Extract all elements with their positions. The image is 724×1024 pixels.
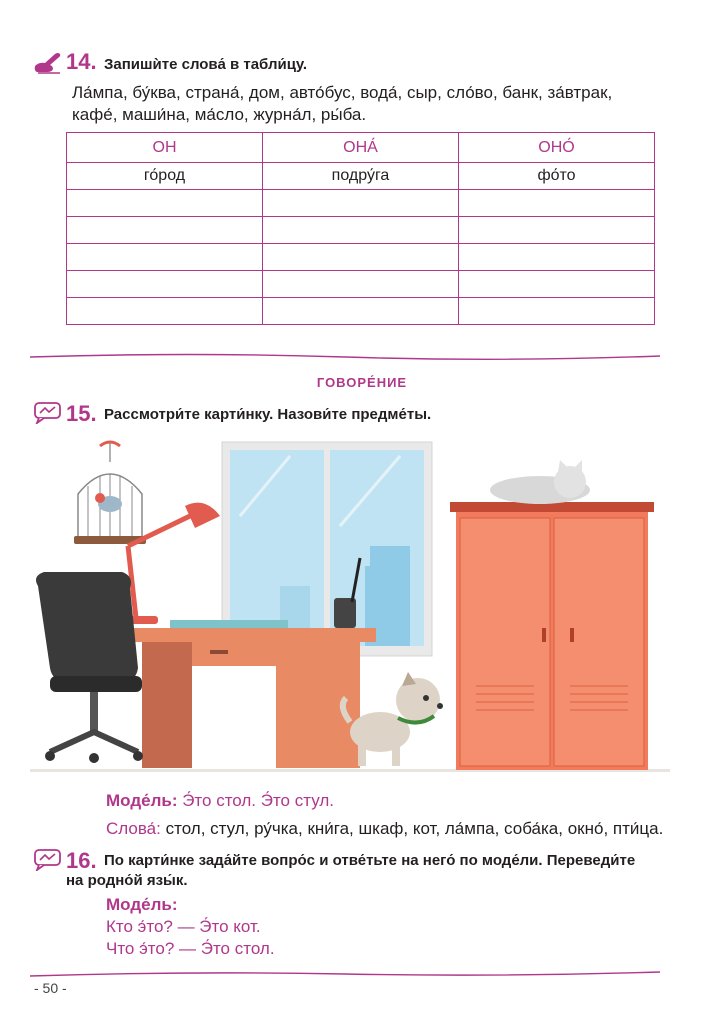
task-16-number: 16. xyxy=(66,848,97,873)
task-15-words xyxy=(106,818,663,840)
footer-divider xyxy=(30,968,660,982)
table-header-cell: ОНО́ xyxy=(459,133,655,163)
page-number: - 50 - xyxy=(34,980,67,996)
table-cell[interactable] xyxy=(459,271,655,298)
table-header-cell: ОНА́ xyxy=(263,133,459,163)
speech-bubble-icon xyxy=(34,402,62,424)
task-16-title-line1: По карти́нке зада́йте вопро́с и отве́тьте на него́ по моде́ли. Переведи́те xyxy=(104,852,636,869)
bird-cage xyxy=(74,442,146,544)
table-cell[interactable] xyxy=(67,298,263,325)
model-label: Моде́ль: xyxy=(106,791,178,810)
task-16-line2: Что э́то? — Э́то стол. xyxy=(106,939,275,958)
task-14-title: Запишѝте слова́ в табли́цу. xyxy=(104,56,308,73)
room-illustration xyxy=(30,436,670,778)
table-cell[interactable] xyxy=(459,190,655,217)
task-14-number: 14. xyxy=(66,49,97,74)
section-heading: ГОВОРЕ́НИЕ xyxy=(316,375,408,390)
task-14-words-line1: Ла́мпа, бу́ква, страна́, дом, авто́бус, вода́, сыр, сло́во, банк, за́втрак, xyxy=(72,83,613,102)
table-cell[interactable] xyxy=(459,244,655,271)
table-cell[interactable] xyxy=(263,244,459,271)
table-row xyxy=(67,244,655,271)
words-text: стол, стул, ру́чка, кни́га, шкаф, кот, ла́мпа, соба́ка, окно́, пти́ца. xyxy=(160,819,664,838)
table-header-cell: ОН xyxy=(67,133,263,163)
section-divider xyxy=(30,350,660,364)
table-header-row xyxy=(67,133,655,163)
office-chair xyxy=(36,572,143,763)
table-row xyxy=(67,217,655,244)
desk xyxy=(130,628,376,768)
table-cell[interactable]: го́род xyxy=(67,163,263,190)
task-15-model xyxy=(106,790,334,812)
table-cell[interactable]: фо́то xyxy=(459,163,655,190)
table-cell[interactable]: подру́га xyxy=(263,163,459,190)
gender-table xyxy=(66,132,655,325)
desk-lamp xyxy=(118,503,220,624)
wardrobe xyxy=(450,502,654,770)
task-16-title-line2: на родно́й язы́к. xyxy=(66,872,188,889)
table-cell[interactable] xyxy=(67,217,263,244)
table-cell[interactable] xyxy=(263,190,459,217)
table-cell[interactable] xyxy=(459,298,655,325)
table-cell[interactable] xyxy=(67,244,263,271)
task-16-model-label: Моде́ль: xyxy=(106,895,178,914)
table-row xyxy=(67,163,655,190)
words-label: Слова́: xyxy=(106,819,161,838)
table-row xyxy=(67,271,655,298)
table-row xyxy=(67,190,655,217)
table-row xyxy=(67,298,655,325)
task-16-line1: Кто э́то? — Э́то кот. xyxy=(106,917,261,936)
model-text: Э́то стол. Э́то стул. xyxy=(177,791,334,810)
cat xyxy=(490,460,590,504)
table-cell[interactable] xyxy=(263,271,459,298)
table-cell[interactable] xyxy=(67,190,263,217)
task-15-number: 15. xyxy=(66,401,97,426)
speech-bubble-icon xyxy=(34,849,62,871)
table-cell[interactable] xyxy=(459,217,655,244)
task-15-title: Рассмотри́те карти́нку. Назови́те предме́ты. xyxy=(104,406,432,423)
writing-hand-icon xyxy=(33,50,63,74)
table-cell[interactable] xyxy=(67,271,263,298)
table-cell[interactable] xyxy=(263,298,459,325)
task-14-words-line2: кафе́, маши́на, ма́сло, журна́л, ры́ба. xyxy=(72,105,367,124)
table-cell[interactable] xyxy=(263,217,459,244)
